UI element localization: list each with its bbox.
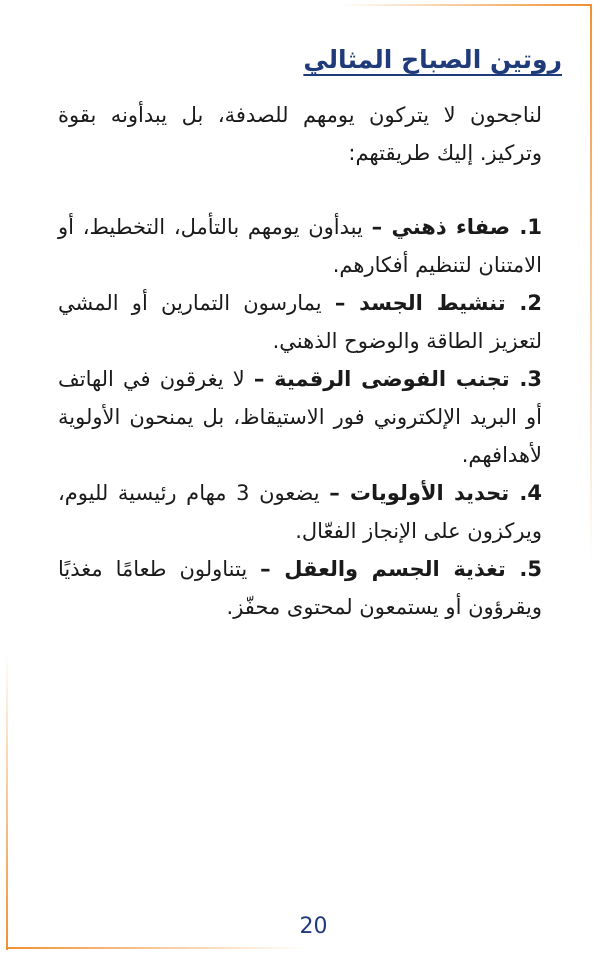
list-item — [58, 474, 542, 550]
list-item-heading: 5. تغذية الجسم والعقل – — [260, 557, 542, 581]
list-item — [58, 550, 542, 626]
intro-paragraph: لناجحون لا يتركون يومهم للصدفة، بل يبدأونه بقوة وتركيز. إليك طريقتهم: — [58, 103, 542, 165]
article-body — [58, 96, 542, 626]
list-item-body: يبدأون يومهم بالتأمل، التخطيط، أو الامتنان لتنظيم أفكارهم. — [58, 215, 542, 277]
page-title: روتين الصباح المثالي — [303, 45, 562, 74]
list-item-body: يمارسون التمارين أو المشي لتعزيز الطاقة والوضوح الذهني. — [58, 291, 542, 353]
list-item-heading: 4. تحديد الأولويات – — [329, 481, 543, 505]
list-item-heading: 2. تنشيط الجسد – — [334, 291, 543, 315]
decorative-frame-top — [340, 4, 590, 6]
list-item-body: يتناولون طعامًا مغذيًا ويقرؤون أو يستمعون لمحتوى محفّز. — [58, 557, 542, 619]
list-item — [58, 284, 542, 360]
list-item — [58, 208, 542, 284]
list-item — [58, 360, 542, 474]
list-item-body: يضعون 3 مهام رئيسية لليوم، ويركزون على الإنجاز الفعّال. — [58, 481, 542, 543]
decorative-frame-bottom — [6, 947, 306, 949]
decorative-frame-right — [590, 4, 592, 564]
list-item-heading: 3. تجنب الفوضى الرقمية – — [253, 367, 542, 391]
list-item-body: لا يغرقون في الهاتف أو البريد الإلكتروني فور الاستيقاظ، بل يمنحون الأولوية لأهدافهم. — [58, 367, 542, 467]
list-item-heading: 1. صفاء ذهني – — [371, 215, 542, 239]
decorative-frame-left — [6, 650, 8, 950]
page-number: 20 — [299, 914, 328, 939]
